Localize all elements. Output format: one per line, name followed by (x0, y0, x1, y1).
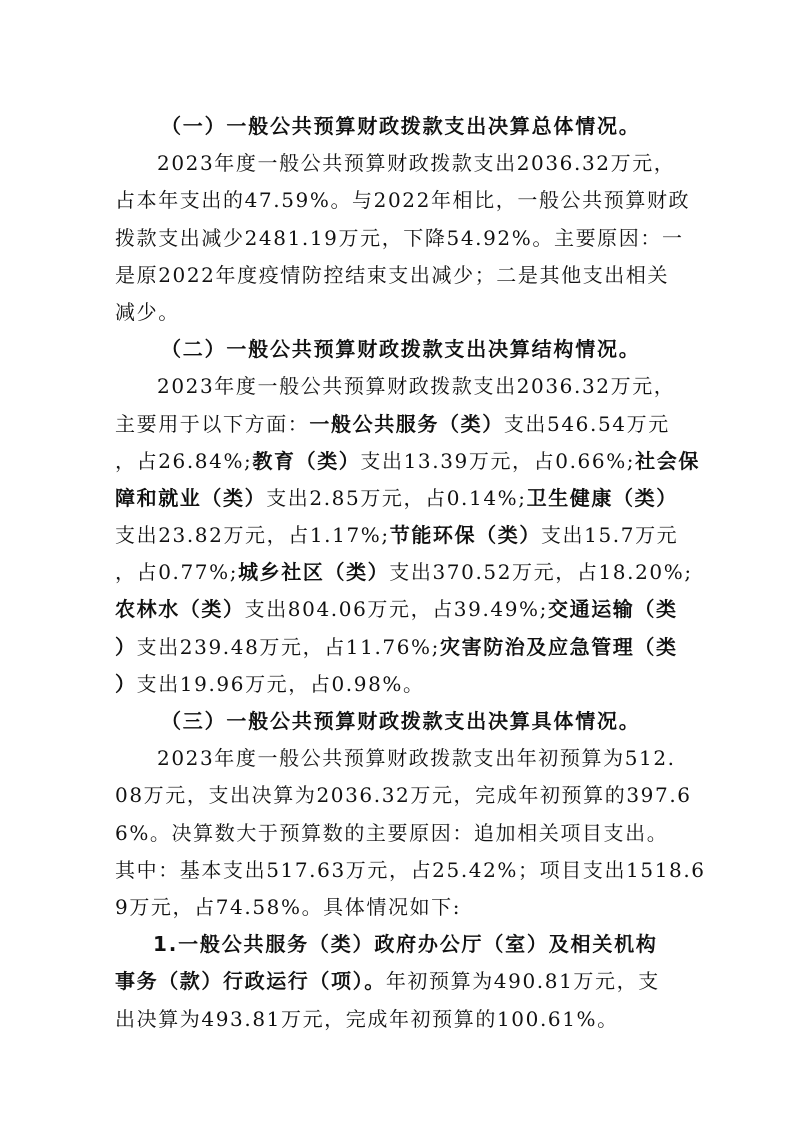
bold-text: 灾害防治及应急管理（类 (440, 634, 678, 659)
text: ，占26.84%; (115, 448, 253, 473)
text: 拨款支出减少2481.19万元，下降54.92%。主要原因：一 (115, 225, 684, 250)
bold-text: （二）一般公共预算财政拨款支出决算结构情况。 (161, 337, 641, 362)
bold-text: （三）一般公共预算财政拨款支出决算具体情况。 (161, 709, 641, 733)
text: 支出15.7万元 (540, 523, 679, 548)
paragraph-line (115, 815, 680, 852)
paragraph-line (115, 368, 680, 405)
text: 2023年度一般公共预算财政拨款支出年初预算为512. (157, 746, 676, 771)
text: ，占0.77%; (115, 560, 239, 585)
paragraph-line (115, 852, 706, 889)
paragraph-line (115, 294, 680, 331)
paragraph-line (115, 591, 680, 628)
text: 主要用于以下方面： (115, 411, 310, 436)
section-heading (115, 703, 680, 740)
text: 2023年度一般公共预算财政拨款支出2036.32万元， (157, 374, 676, 399)
paragraph-line (115, 182, 691, 219)
paragraph-line (115, 1001, 680, 1038)
text: 是原2022年度疫情防控结束支出减少；二是其他支出相关 (115, 262, 670, 287)
paragraph-line (115, 740, 680, 777)
text: 年初预算为490.81万元，支 (385, 969, 660, 994)
paragraph-line (115, 777, 692, 814)
bold-text: （一）一般公共预算财政拨款支出决算总体情况。 (161, 114, 641, 138)
text: 支出23.82万元，占1.17%; (115, 523, 390, 548)
paragraph-line (115, 666, 680, 703)
bold-text: 事务（款）行政运行（项）。 (115, 969, 386, 994)
section-heading (115, 108, 680, 145)
paragraph-line (115, 406, 680, 443)
text: 出决算为493.81万元，完成年初预算的100.61%。 (115, 1006, 619, 1031)
text: 2023年度一般公共预算财政拨款支出2036.32万元， (157, 151, 676, 176)
text: 支出804.06万元，占39.49%; (244, 597, 548, 622)
bold-text: ） (115, 634, 137, 659)
bold-text: 农林水（类） (115, 597, 245, 622)
section-heading (115, 331, 680, 368)
item-heading (115, 926, 680, 963)
paragraph-line (115, 145, 680, 182)
bold-text: 1.一般公共服务（类）政府办公厅（室）及相关机构 (153, 932, 658, 957)
paragraph-line (115, 257, 680, 294)
bold-text: ） (115, 671, 137, 696)
text: 08万元，支出决算为2036.32万元，完成年初预算的397.6 (115, 783, 692, 808)
paragraph-line (115, 629, 680, 666)
bold-text: 节能环保（类） (389, 523, 541, 548)
paragraph-line (115, 480, 680, 517)
document-body (115, 108, 706, 1038)
paragraph-line (115, 963, 680, 1000)
text: 其中：基本支出517.63万元，占25.42%；项目支出1518.6 (115, 857, 706, 882)
bold-text: 障和就业（类） (115, 485, 267, 510)
paragraph-line (115, 220, 684, 257)
bold-text: 教育（类） (252, 448, 361, 473)
text: 6%。决算数大于预算数的主要原因：追加相关项目支出。 (115, 820, 669, 845)
bold-text: 交通运输（类 (548, 597, 678, 622)
paragraph-line (115, 889, 680, 926)
text: 支出19.96万元，占0.98%。 (136, 671, 425, 696)
text: 支出2.85万元，占0.14%; (266, 485, 527, 510)
bold-text: 卫生健康（类） (526, 485, 678, 510)
text: 减少。 (115, 299, 180, 324)
paragraph-line (115, 443, 700, 480)
text: 支出239.48万元，占11.76%; (136, 634, 440, 659)
bold-text: 社会保 (635, 448, 700, 473)
paragraph-line (115, 554, 693, 591)
text: 占本年支出的47.59%。与2022年相比，一般公共预算财政 (115, 188, 691, 213)
text: 支出13.39万元，占0.66%; (360, 448, 636, 473)
bold-text: 一般公共服务（类） (309, 411, 504, 436)
paragraph-line (115, 517, 680, 554)
text: 支出370.52万元，占18.20%; (389, 560, 693, 585)
text: 9万元，占74.58%。具体情况如下: (115, 894, 462, 919)
bold-text: 城乡社区（类） (238, 560, 390, 585)
text: 支出546.54万元 (503, 411, 670, 436)
